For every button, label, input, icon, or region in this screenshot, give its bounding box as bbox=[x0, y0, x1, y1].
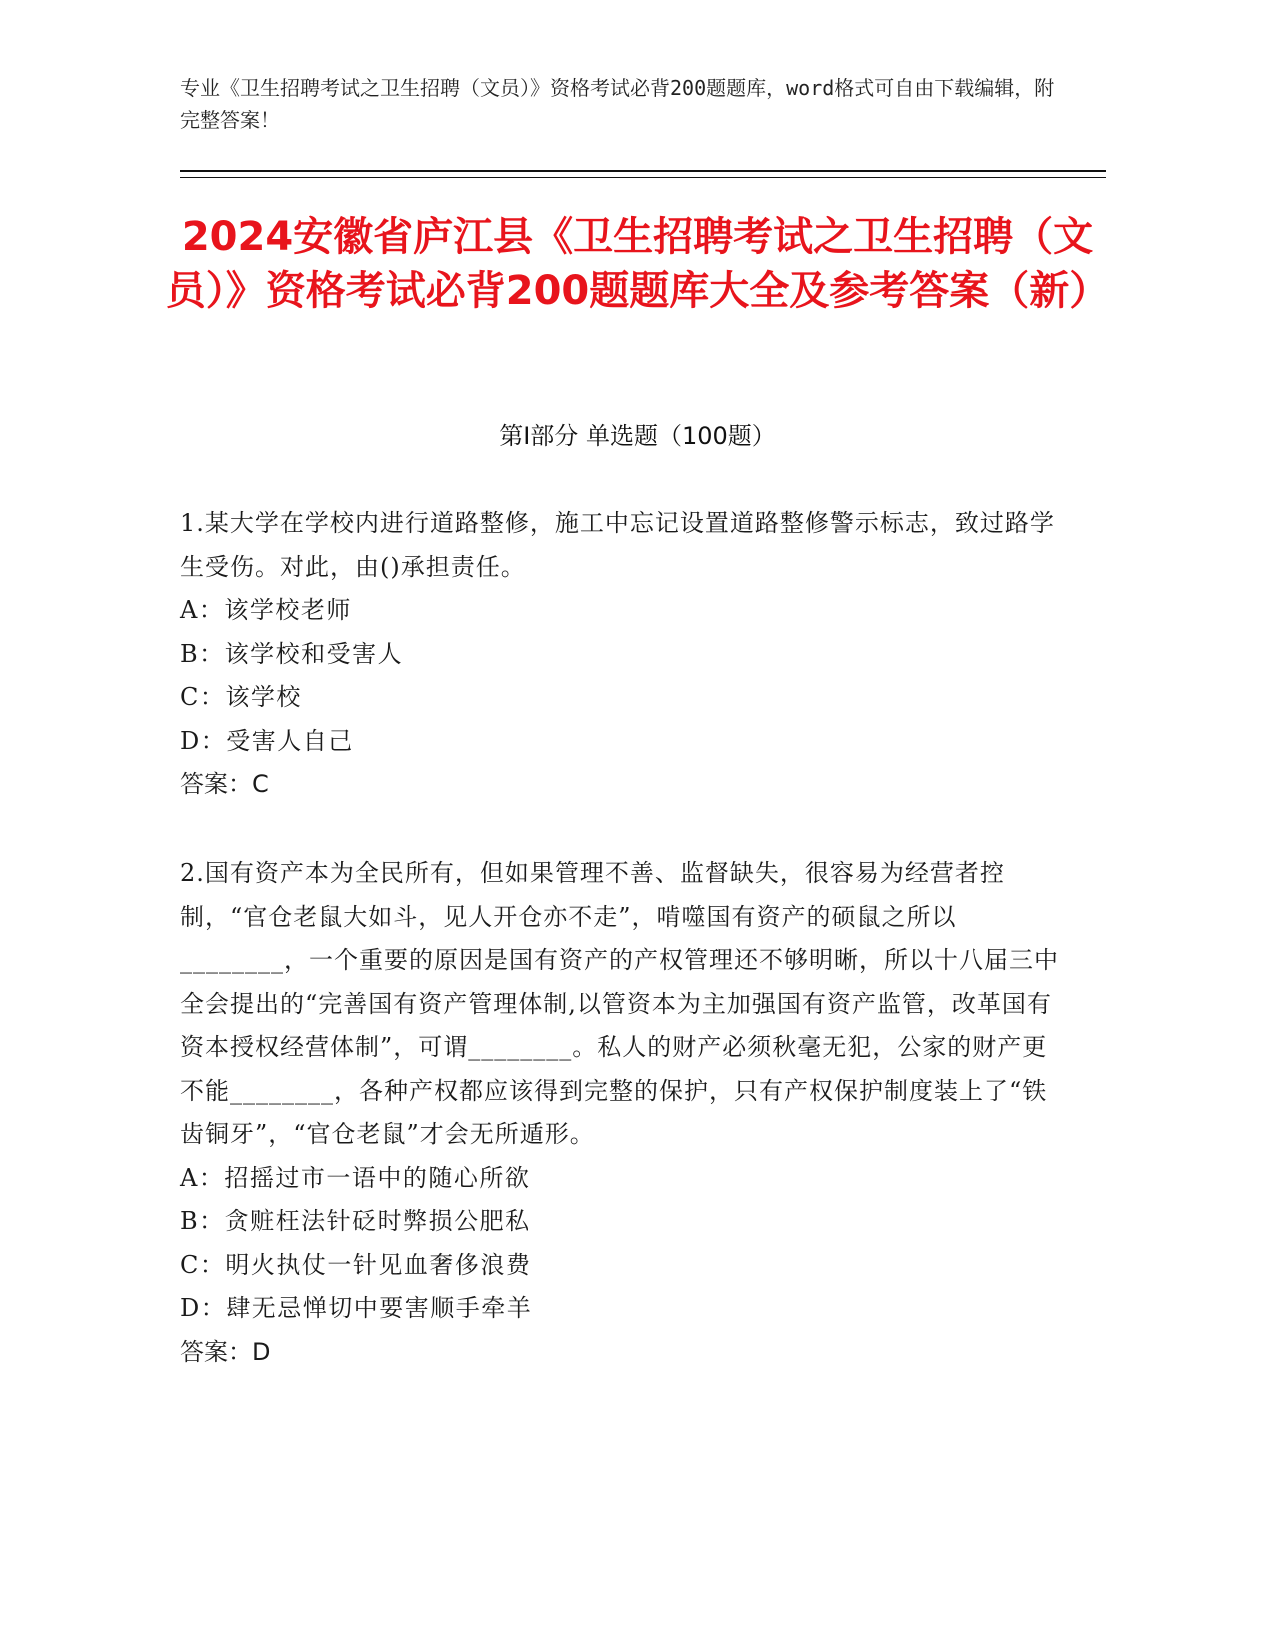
option-b: B：该学校和受害人 bbox=[180, 639, 404, 668]
option-a: A：该学校老师 bbox=[180, 596, 352, 624]
question-text: 1.某大学在学校内进行道路整修，施工中忘记设置道路整修警示标志，致过路学生受伤。对此，由()承担责任。 bbox=[180, 509, 1055, 581]
question-1 bbox=[180, 502, 1060, 807]
header-note: 专业《卫生招聘考试之卫生招聘（文员）》资格考试必背200题题库，word格式可自由下载编辑，附完整答案！ bbox=[180, 76, 1055, 132]
answer: 答案：C bbox=[180, 770, 269, 798]
option-c: C：明火执仗一针见血奢侈浪费 bbox=[180, 1250, 532, 1279]
question-text: 2.国有资产本为全民所有，但如果管理不善、监督缺失，很容易为经营者控制，“官仓老鼠大如斗，见人开仓亦不走”，啃噬国有资产的硕鼠之所以________，一个重要的原因是国有资产的产权管理还不够明晰，所以十八届三中全会提出的“完善国有资产管理体制,以管资本为主加强国有资产监管，改革国有资本授权经营体制”，可谓________。私人的财产必须秋毫无犯，公家的财产更不能________，各种产权都应该得到完整的保护，只有产权保护制度装上了“铁齿铜牙”，“官仓老鼠”才会无所遁形。 bbox=[180, 859, 1059, 1148]
question-2 bbox=[180, 852, 1060, 1374]
option-b: B：贪赃枉法针砭时弊损公肥私 bbox=[180, 1207, 531, 1235]
document-title: 2024安徽省庐江县《卫生招聘考试之卫生招聘（文员）》资格考试必背200题题库大全及参考答案（新） bbox=[165, 214, 1110, 314]
option-d: D：受害人自己 bbox=[180, 726, 354, 755]
answer: 答案：D bbox=[180, 1337, 271, 1366]
option-a: A：招摇过市一语中的随心所欲 bbox=[180, 1163, 531, 1192]
header-divider-thin bbox=[180, 177, 1106, 178]
option-c: C：该学校 bbox=[180, 683, 302, 711]
header-divider-thick bbox=[180, 170, 1106, 172]
option-d: D：肆无忌惮切中要害顺手牵羊 bbox=[180, 1294, 533, 1322]
section-title: 第Ⅰ部分 单选题（100题） bbox=[499, 422, 776, 450]
